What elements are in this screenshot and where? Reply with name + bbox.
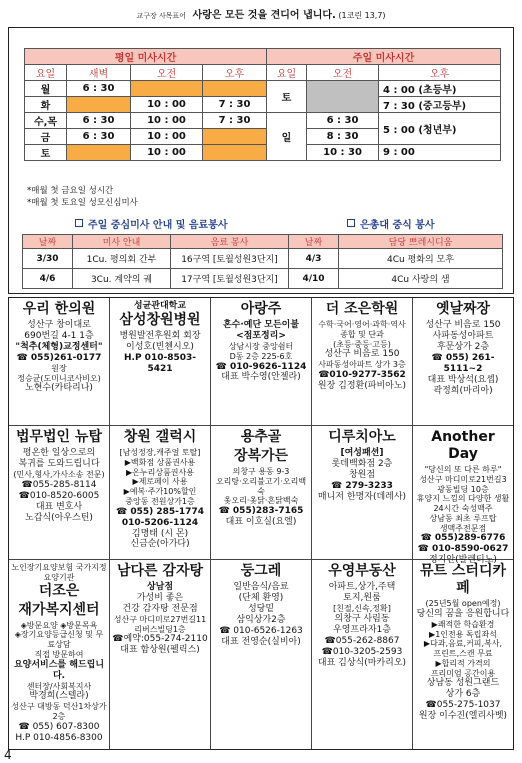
ad-line: 옻오리·옻닭·흔닭백숙 <box>223 496 299 506</box>
col-header: 음료 봉사 <box>171 235 289 249</box>
ad-line: 뮤트 스터디카페 <box>419 563 507 597</box>
ad-line: 상남동 성원그랜드 <box>426 678 500 689</box>
day-cell: 토 <box>267 81 307 113</box>
ad-line: 우영부동산 <box>328 563 396 579</box>
ad-line: 성균관대학교 <box>133 301 187 311</box>
ad-line: Another Day <box>431 429 495 463</box>
day-cell: 토 <box>25 145 67 161</box>
ad-box <box>211 426 312 560</box>
ad-line: 노현수(카타리나) <box>25 383 93 394</box>
empty-cell <box>203 81 267 97</box>
mass-schedule-table <box>24 48 501 161</box>
ad-line: 대표 이호실(요엘) <box>225 517 297 528</box>
ad-line: 남다른 감자탕 <box>116 563 204 579</box>
ad-line: 병원발전후원회 회장 <box>119 331 201 342</box>
day-cell: 금 <box>25 129 67 145</box>
ad-line: 일반음식/음료 <box>233 582 289 593</box>
empty-cell <box>307 81 379 113</box>
ad-line: 직접 방문하여 <box>34 649 84 659</box>
service-title-left: 주일 중심미사 안내 및 음료봉사 <box>75 216 228 231</box>
ad-line: 신금순(아가다) <box>130 539 190 550</box>
motto-ref: (1코린 13,7) <box>338 11 386 20</box>
ad-line: [남성정장,캐주얼 토탈] <box>119 448 201 458</box>
ad-line: 정지안(발렌티노) <box>429 555 497 566</box>
ad-box <box>312 560 413 749</box>
ad-line: 오리탕·오리불고기·오리백숙 <box>215 476 307 496</box>
ad-box <box>312 298 413 426</box>
ad-line: 가성비 좋은 <box>136 593 184 604</box>
ad-line: ☎010-8520-6005 <box>18 490 100 501</box>
ad-box <box>312 426 413 560</box>
day-cell: 화 <box>25 97 67 113</box>
schedule-frame <box>8 27 514 294</box>
ad-line: 노인장기요양보험 국가지정요양기관 <box>11 563 107 582</box>
ad-line: ◈장기요양등급신청 및 무료상담 <box>14 630 104 650</box>
ad-line: 삼성창원병원 <box>119 311 201 328</box>
time-cell: 10 : 00 <box>131 129 203 145</box>
date-cell: 4/6 <box>23 269 73 289</box>
col-header: 날짜 <box>289 235 339 249</box>
col-header: 새벽 <box>67 65 131 81</box>
ad-box <box>110 560 211 749</box>
time-cell: 10 : 30 <box>307 145 379 161</box>
schedule-note: *매월 첫 토요일 성모신심미사 <box>27 198 138 208</box>
empty-cell <box>67 97 131 113</box>
col-header: 담당 쁘레시디움 <box>339 235 503 249</box>
col-header: 요일 <box>267 65 307 81</box>
ad-line: ☎ 055) 261-5111~2 <box>431 352 495 374</box>
empty-cell <box>67 145 131 161</box>
ad-line: 수학·국어·영어·과학·역사 <box>318 320 406 330</box>
date-cell: 3/30 <box>23 249 73 269</box>
ad-box <box>110 298 211 426</box>
drink-service-cell: 17구역 [토월성원3단지] <box>171 269 289 289</box>
ad-line: 정승균(도미니코사비오) <box>17 373 101 383</box>
ad-line: 당신의 꿈을 응원합니다 <box>416 608 510 619</box>
mass-guide-cell: 3Cu. 계약의 궤 <box>73 269 171 289</box>
time-cell: 6 : 30 <box>67 113 131 129</box>
page-number: 4 <box>4 748 12 762</box>
date-cell: 4/3 <box>289 249 339 269</box>
col-header: 오후 <box>379 65 501 81</box>
ad-line: (초등·중등·고등) <box>333 339 391 349</box>
ad-line: 원장 이수진(엘리사벳) <box>418 711 508 722</box>
ad-line: 대표 박수영(안젤라) <box>221 372 301 383</box>
time-cell: 9 : 00 <box>379 145 501 161</box>
ad-line: 재가복지센터 <box>18 601 100 618</box>
ad-line: 프리미엄 공간이용 <box>430 668 496 678</box>
col-header: 오전 <box>307 65 379 81</box>
ad-line: ☎ 055)289-6776 <box>420 533 506 544</box>
ad-line: ☎ 010-8590-0627 <box>417 544 509 555</box>
time-cell: 8 : 30 <box>307 129 379 145</box>
ad-line: (단체 환영) <box>238 593 284 604</box>
ad-line: 24시간 숙성맥주 <box>433 504 493 514</box>
ad-line: [친절,신속,정확] <box>333 604 391 614</box>
ad-line: 매니저 한명자(데레사) <box>317 491 407 502</box>
ad-line: 토지,원룸 <box>343 593 381 604</box>
ad-line: 대표 박상석(요셉) <box>427 374 499 385</box>
ad-line: ◈방문요양 ◈방문목욕 <box>20 620 98 630</box>
ad-line: ☎ 055)261-0177 <box>16 352 102 363</box>
time-cell: 10 : 00 <box>131 113 203 129</box>
ad-line: ☎예약:055-274-2110 <box>112 634 208 645</box>
mass-guide-cell: 1Cu. 평의회 간부 <box>73 249 171 269</box>
ad-line: H.P 010-4856-8300 <box>15 732 103 743</box>
time-cell: 6 : 30 <box>307 113 379 129</box>
ad-line: 성산구 비음로 150 <box>324 349 400 360</box>
ad-line: ▶예복·주가10%할인 <box>123 487 197 497</box>
motto <box>0 6 522 21</box>
ad-line: 법무법인 뉴탑 <box>15 429 103 445</box>
ad-line: ☎ 055) 607-8300 <box>18 721 100 732</box>
ad-line: (민사,형사,가사소송 전문) <box>13 470 105 480</box>
ad-line: 성당밑 <box>247 604 275 615</box>
ad-line: ☎010-9277-3562 <box>318 370 406 381</box>
ad-line: ▶온누리상품권사용 <box>126 467 194 477</box>
ad-box <box>9 426 110 560</box>
weekday-title: 평일 미사시간 <box>25 49 267 65</box>
ad-line: ▶백화점 상품권사용 <box>124 457 196 467</box>
ad-line: 중앙동 전원상가1층 <box>125 496 195 506</box>
ad-line: 사파동성아파트 상가 3층 <box>318 360 406 370</box>
ad-line: 더 조은학원 <box>325 301 399 317</box>
ad-line: 대표 변호사 <box>35 501 83 512</box>
ad-line: 사파동성아파트 <box>432 331 494 342</box>
praesidium-cell: 4Cu 사랑의 샘 <box>339 269 503 289</box>
ad-line: 후문상가 2층 <box>436 342 490 353</box>
ad-line: 생맥주전문점 <box>439 523 487 533</box>
col-header: 날짜 <box>23 235 73 249</box>
ad-line: ☎055-262-8867 <box>324 635 400 646</box>
ad-line: "척추(체형)교정센터" <box>15 342 103 353</box>
ad-box <box>110 426 211 560</box>
ad-line: 의창구 사림동 <box>334 613 390 624</box>
ad-line: 광동빌딩 10층 <box>437 484 489 494</box>
ad-line: ▶다과,음료,커피,복사, <box>423 639 503 649</box>
ad-line: 아파트,상가,주택 <box>328 582 396 593</box>
day-cell: 일 <box>267 113 307 161</box>
ad-line: 용추골 <box>240 429 282 445</box>
ad-box <box>9 560 110 749</box>
ad-line: 의창구 용동 9-3 <box>232 467 290 477</box>
ad-line: (25년5월 open예정) <box>425 599 501 609</box>
ad-line: D동 2층 225-6호 <box>229 351 293 361</box>
col-header: 요일 <box>25 65 67 81</box>
ad-line: 대표 전영순(실비아) <box>221 636 301 647</box>
ad-line: 성산구 비음로 150 <box>425 320 501 331</box>
col-header: 오후 <box>203 65 267 81</box>
ad-line: ☎010-3205-2593 <box>321 646 403 657</box>
drink-service-cell: 16구역 [토월성원3단지] <box>171 249 289 269</box>
ad-line: 프린트,스캔 무료 <box>433 649 493 659</box>
day-cell: 수,목 <box>25 113 67 129</box>
ad-line: 아랑주 <box>240 301 282 317</box>
ad-box <box>413 298 513 426</box>
ad-line: ☎ 055) 285-1774 <box>116 506 204 517</box>
ad-line: 상가 6층 <box>445 689 481 700</box>
col-header: 오전 <box>131 65 203 81</box>
ad-line: 성산구 마디미로27번길11 <box>113 614 207 624</box>
ad-line: 평온한 일상으로의 <box>22 448 96 459</box>
time-cell: 6 : 30 <box>67 129 131 145</box>
day-cell: 월 <box>25 81 67 97</box>
ad-line: 리버스빌딩1층 <box>134 624 186 634</box>
praesidium-cell: 4Cu 평화의 모후 <box>339 249 503 269</box>
motto-text: 사랑은 모든 것을 견디어 냅니다. <box>192 10 336 21</box>
ad-line: ☎055-275-1037 <box>425 700 501 711</box>
ad-line: 롯데백화점 2층 <box>331 459 393 470</box>
square-icon <box>75 219 83 227</box>
ad-line: ▶쾌적한 학습환경 <box>431 619 495 629</box>
ad-line: 박경희(스텔라) <box>29 691 89 702</box>
col-header: 미사 안내 <box>73 235 171 249</box>
time-cell: 6 : 30 <box>67 81 131 97</box>
time-cell: 10 : 00 <box>131 145 203 161</box>
service-title-right: 은총대 중식 봉사 <box>347 216 435 231</box>
time-cell: 5 : 00 (청년부) <box>379 113 501 145</box>
ad-line: 삼익상가2층 <box>236 614 286 625</box>
ad-line: ☎ 010-6526-1263 <box>219 625 303 636</box>
ad-line: 김명태 (시 몬) <box>131 528 189 539</box>
ad-line: 둥그레 <box>240 563 282 579</box>
ad-line: 상남시장 중앙쉼터 <box>228 342 294 352</box>
ad-line: 창원 갤럭시 <box>123 429 197 445</box>
ad-line: <점포정리> <box>236 331 286 342</box>
ad-line: 휴양지 느낌의 다양한 생활 <box>416 494 510 504</box>
ads-grid <box>8 297 514 750</box>
ad-line: 성산구 대방동 덕산1차상가2층 <box>11 702 107 722</box>
ad-line: ▶1인전용 독립좌석 <box>429 629 497 639</box>
ad-box <box>211 560 312 749</box>
date-cell: 4/10 <box>289 269 339 289</box>
time-cell: 7 : 30 (중고등부) <box>379 97 501 113</box>
ad-box <box>413 560 513 749</box>
square-icon <box>347 219 355 227</box>
ad-line: 더조은 <box>38 582 80 599</box>
ad-line: 성산구 창이대로 <box>27 320 91 331</box>
ad-line: 010-5206-1124 <box>121 517 199 528</box>
ad-line: ☎ 010-9626-1124 <box>215 361 307 372</box>
ad-line: 디루치아노 <box>328 429 396 445</box>
ad-line: 상남점 <box>146 582 174 593</box>
ad-line: 노갑식(아우스틴) <box>25 512 93 523</box>
ad-box <box>9 298 110 426</box>
ad-line: 원장 <box>51 363 67 373</box>
ad-box <box>211 298 312 426</box>
motto-source: 교구장 사목표어 <box>136 12 186 20</box>
ad-line: 이성호(빈첸시오) <box>126 342 194 353</box>
ad-line: 요양서비스를 해드립니다. <box>13 659 105 681</box>
ad-line: ☎055-285-8114 <box>21 479 97 490</box>
time-cell: 4 : 00 (초등부) <box>379 81 501 97</box>
ad-line: 우리 한의원 <box>22 301 96 317</box>
ad-line: 상남동 최초 루프탑 <box>429 513 497 523</box>
ad-line: 건강 감자탕 전문점 <box>122 604 198 615</box>
ad-line: 옛날짜장 <box>435 301 491 317</box>
ad-line: 혼수·예단 모든이불 <box>222 320 300 331</box>
ad-line: 창원점 <box>348 470 376 481</box>
ad-line: ▶제로페이 사용 <box>132 477 188 487</box>
empty-cell <box>203 129 267 145</box>
ad-line: 성산구 마디미로21번길3 <box>419 474 507 484</box>
ad-box <box>413 426 513 566</box>
schedule-note: *매월 첫 금요일 성시간 <box>27 186 114 196</box>
ad-line: ☎ 055)283-7165 <box>218 506 304 517</box>
ad-line: H.P 010-8503-5421 <box>124 352 196 374</box>
time-cell: 7 : 30 <box>203 97 267 113</box>
ad-line: 복귀를 도와드립니다 <box>18 459 100 470</box>
ad-line: 우영프라자1층 <box>333 624 391 635</box>
ad-line: [여성패션] <box>340 448 384 459</box>
ad-line: 종합 및 단과 <box>340 329 384 339</box>
ad-line: ▶합리적 가격의 <box>435 658 491 668</box>
empty-cell <box>131 81 203 97</box>
ad-line: "당신의 또 다른 하루" <box>424 465 502 475</box>
time-cell: 7 : 30 <box>203 113 267 129</box>
ad-line: 대표 김상식(마카리오) <box>317 657 407 668</box>
ad-line: ☎ 279-3233 <box>331 480 393 491</box>
ad-line: 원장 김정환(파비아노) <box>317 381 407 392</box>
sunday-title: 주일 미사시간 <box>267 49 501 65</box>
ad-line: 곽정희(마리아) <box>433 385 493 396</box>
ad-line: 장복가든 <box>233 448 289 465</box>
service-table <box>22 234 503 289</box>
ad-line: 690번길 4-1 1층 <box>24 331 94 342</box>
ad-line: 대표 함상원(펠릭스) <box>120 645 200 656</box>
ad-line: 센터장/사회복지사 <box>26 681 92 691</box>
time-cell: 10 : 00 <box>131 97 203 113</box>
empty-cell <box>203 145 267 161</box>
